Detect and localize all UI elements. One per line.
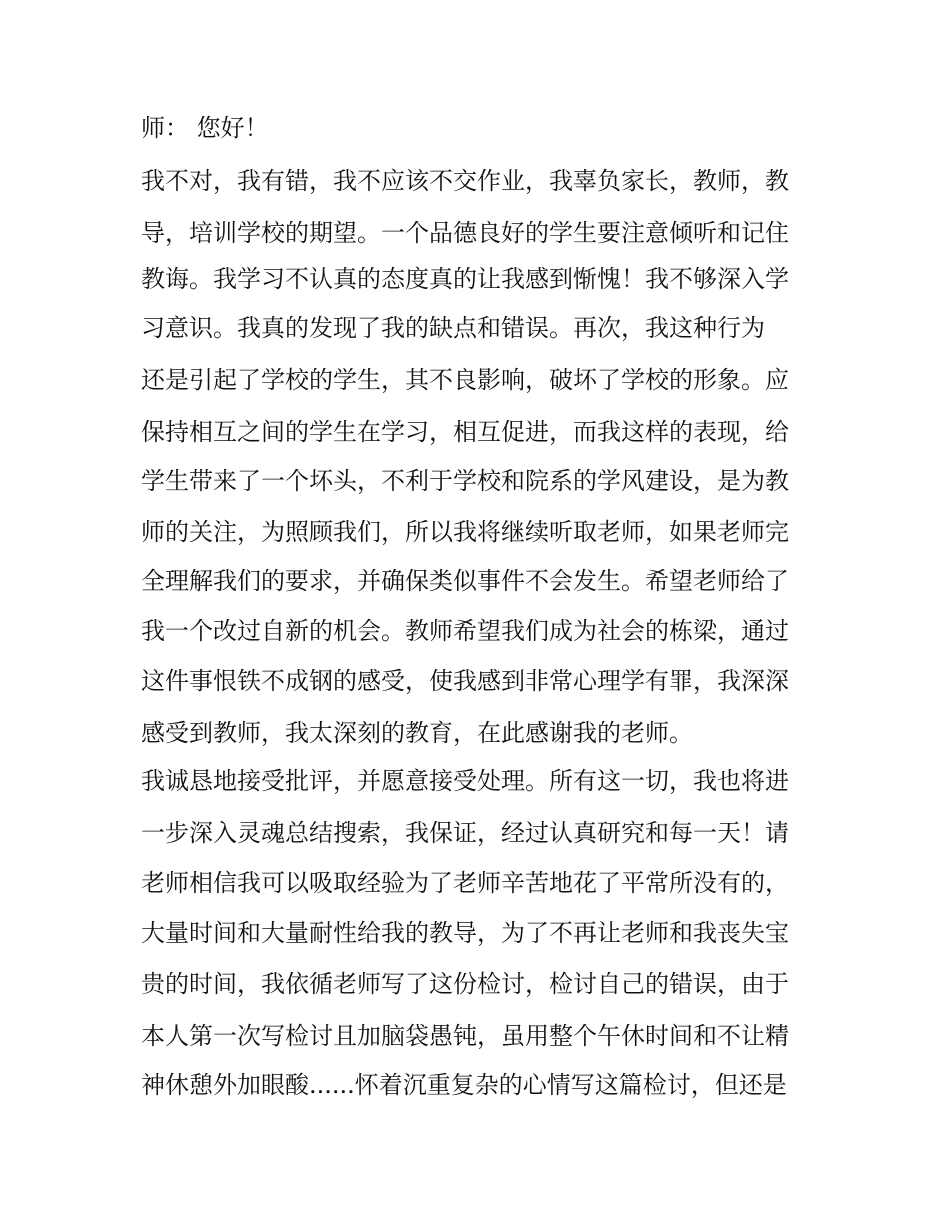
text-line: 教诲。我学习不认真的态度真的让我感到惭愧！我不够深入学 — [141, 265, 789, 293]
text-line: 贵的时间，我依循老师写了这份检讨，检讨自己的错误，由于 — [141, 970, 789, 998]
text-line: 这件事恨铁不成钢的感受，使我感到非常心理学有罪，我深深 — [141, 667, 789, 695]
text-line: 神休憩外加眼酸......怀着沉重复杂的心情写这篇检讨，但还是 — [141, 1071, 787, 1099]
text-line: 一步深入灵魂总结搜索，我保证，经过认真研究和每一天！请 — [141, 819, 789, 847]
text-line: 学生带来了一个坏头，不利于学校和院系的学风建设，是为教 — [141, 467, 789, 495]
text-line: 师： 您好！ — [141, 114, 269, 142]
text-line: 师的关注，为照顾我们，所以我将继续听取老师，如果老师完 — [141, 518, 789, 546]
text-line: 我诚恳地接受批评，并愿意接受处理。所有这一切，我也将进 — [141, 767, 789, 795]
text-line: 还是引起了学校的学生，其不良影响，破坏了学校的形象。应 — [141, 366, 789, 394]
text-line: 感受到教师，我太深刻的教育，在此感谢我的老师。 — [141, 719, 693, 747]
text-line: 大量时间和大量耐性给我的教导，为了不再让老师和我丧失宝 — [141, 919, 789, 947]
text-line: 导，培训学校的期望。一个品德良好的学生要注意倾听和记住 — [141, 219, 789, 247]
text-line: 全理解我们的要求，并确保类似事件不会发生。希望老师给了 — [141, 567, 789, 595]
text-line: 习意识。我真的发现了我的缺点和错误。再次，我这种行为 — [141, 314, 765, 342]
text-line: 我不对，我有错，我不应该不交作业，我辜负家长，教师，教 — [141, 167, 789, 195]
text-line: 本人第一次写检讨且加脑袋愚钝，虽用整个午休时间和不让精 — [141, 1022, 789, 1050]
text-line: 保持相互之间的学生在学习，相互促进，而我这样的表现，给 — [141, 418, 789, 446]
text-line: 我一个改过自新的机会。教师希望我们成为社会的栋梁，通过 — [141, 617, 789, 645]
text-line: 老师相信我可以吸取经验为了老师辛苦地花了平常所没有的， — [141, 869, 789, 897]
